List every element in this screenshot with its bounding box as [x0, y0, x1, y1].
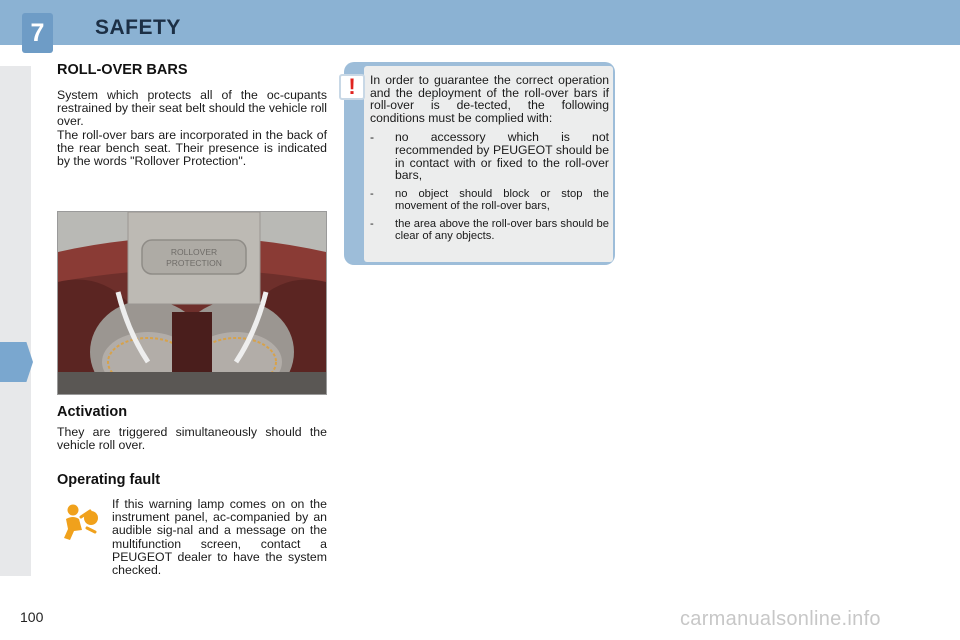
- page-title: SAFETY: [95, 16, 181, 39]
- list-item: - no accessory which is not recommended by PEUGEOT should be in contact with or fixed to the roll-over bars,: [370, 131, 609, 181]
- list-item: - the area above the roll-over bars should be clear of any objects.: [370, 218, 609, 242]
- rollover-heading: ROLL-OVER BARS: [57, 62, 188, 78]
- activation-text: They are triggered simultaneously should the vehicle roll over.: [57, 425, 327, 453]
- chapter-number-tab: 7: [22, 13, 53, 53]
- page-number: 100: [20, 609, 44, 625]
- warning-conditions-list: [370, 131, 609, 242]
- warning-text: [370, 74, 609, 249]
- activation-heading: Activation: [57, 404, 128, 420]
- operating-fault-text: If this warning lamp comes on on the instrument panel, ac-companied by an audible sig-nal and a message on the multifunction screen, contact a PEUGEOT dealer to have the system checked.: [112, 497, 327, 578]
- warning-intro: In order to guarantee the correct operation and the deployment of the roll-over bars if roll-over is de-tected, the following conditions must be complied with:: [370, 73, 609, 125]
- rollover-bars-photo: [57, 211, 327, 395]
- list-item: - no object should block or stop the movement of the roll-over bars,: [370, 188, 609, 212]
- rollover-label-line2: PROTECTION: [166, 258, 222, 268]
- watermark: carmanualsonline.info: [680, 608, 881, 630]
- rollover-paragraph-2: The roll-over bars are incorporated in the back of the rear bench seat. Their presence is indicated by the words "Rollover Protection".: [57, 128, 327, 169]
- chapter-marker: [0, 342, 33, 382]
- exclamation-warning-icon: !: [339, 74, 365, 100]
- side-strip: [0, 66, 31, 576]
- rollover-label-line1: ROLLOVER: [170, 247, 218, 257]
- operating-fault-heading: Operating fault: [57, 472, 161, 488]
- airbag-warning-icon: [60, 502, 102, 542]
- rollover-paragraph-1: System which protects all of the oc-cupants restrained by their seat belt should the vehicle roll over.: [57, 88, 327, 129]
